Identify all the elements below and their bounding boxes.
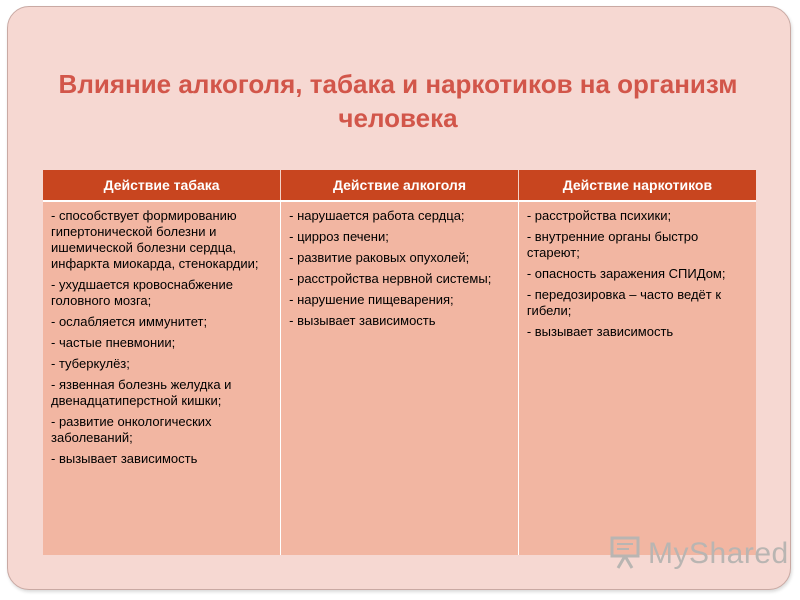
tobacco-effects-list xyxy=(51,208,274,467)
list-item: - передозировка – часто ведёт к гибели; xyxy=(526,287,722,318)
table-row xyxy=(43,201,756,555)
list-item: - расстройства психики; xyxy=(526,208,672,223)
list-item: - развитие онкологических заболеваний; xyxy=(51,414,212,445)
effects-table xyxy=(43,170,756,555)
list-item: - внутренние органы быстро стареют; xyxy=(526,229,699,260)
list-item: - туберкулёз; xyxy=(51,356,130,371)
list-item: - ухудшается кровоснабжение головного мозга; xyxy=(51,277,233,308)
list-item: - расстройства нервной системы; xyxy=(289,271,492,286)
myshared-watermark xyxy=(608,536,789,572)
slide-title: Влияние алкоголя, табака и наркотиков на организм человека xyxy=(58,69,738,133)
list-item: - нарушение пищеварения; xyxy=(289,292,454,307)
list-item: - вызывает зависимость xyxy=(526,324,674,339)
list-item: - способствует формированию гипертонической болезни и ишемической болезни сердца, инфаркта миокарда, стенокардии; xyxy=(51,208,259,271)
list-item: - развитие раковых опухолей; xyxy=(289,250,470,265)
list-item: - вызывает зависимость xyxy=(51,451,198,466)
drugs-effects-cell xyxy=(518,201,756,555)
table-header-row xyxy=(43,170,756,201)
list-item: - цирроз печени; xyxy=(289,229,389,244)
header-drugs: Действие наркотиков xyxy=(518,170,756,201)
header-tobacco: Действие табака xyxy=(43,170,281,201)
watermark-text: MyShared xyxy=(648,537,789,570)
list-item: - нарушается работа сердца; xyxy=(289,208,465,223)
list-item: - вызывает зависимость xyxy=(289,313,436,328)
alcohol-effects-cell xyxy=(281,201,519,555)
header-alcohol: Действие алкоголя xyxy=(281,170,519,201)
drugs-effects-list xyxy=(527,208,750,340)
list-item: - опасность заражения СПИДом; xyxy=(526,266,726,281)
presentation-board-icon xyxy=(608,534,644,575)
tobacco-effects-cell xyxy=(43,201,281,555)
list-item: - язвенная болезнь желудка и двенадцатиперстной кишки; xyxy=(51,377,232,408)
list-item: - частые пневмонии; xyxy=(51,335,176,350)
list-item: - ослабляется иммунитет; xyxy=(51,314,208,329)
alcohol-effects-list xyxy=(289,208,512,329)
